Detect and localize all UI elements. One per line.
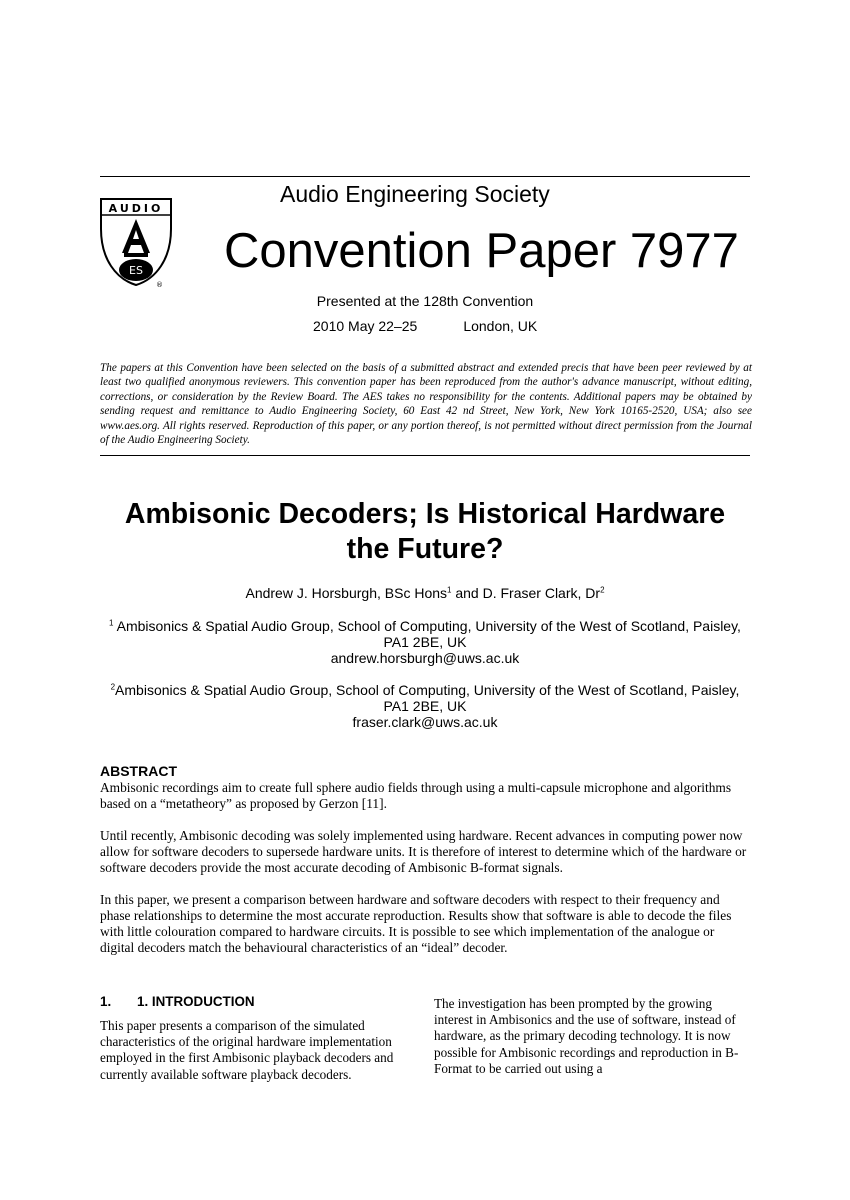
affiliation-2: $^2$Ambisonics & Spatial Audio Group, School of Computing, University of the West of Scotland, Paisley, PA1 2BE, UK fraser.clark@uws.ac.uk — [100, 682, 750, 730]
aes-logo — [98, 195, 174, 289]
email-1[interactable]: andrew.horsburgh@uws.ac.uk — [330, 650, 520, 666]
email-2[interactable]: fraser.clark@uws.ac.uk — [352, 714, 498, 730]
date-location — [313, 318, 537, 334]
affiliation-1: $^1$ Ambisonics & Spatial Audio Group, School of Computing, University of the West of Scotland, Paisley, PA1 2BE, UK andrew.horsburgh@uws.ac.uk — [100, 618, 750, 666]
paper-title-line1: Ambisonic Decoders; Is Historical Hardware — [124, 498, 726, 530]
author-1: Andrew J. Horsburgh, BSc Hons — [245, 585, 448, 601]
convention-date: 2010 May 22–25 — [313, 318, 418, 334]
intro-right-column: The investigation has been prompted by the growing interest in Ambisonics and the use of software, instead of hardware, as the primary decoding technology. It is now possible for Ambisonic recordings and reproduction in B-Format to be carried out using a — [434, 996, 739, 1076]
author-2: and D. Fraser Clark, Dr — [451, 585, 601, 601]
svg-text:ES: ES — [129, 264, 143, 277]
author-1-sup: 1 — [447, 585, 452, 595]
paper-title — [100, 497, 750, 567]
bottom-rule — [100, 455, 750, 456]
svg-text:AUDIO: AUDIO — [108, 202, 164, 215]
convention-location: London, UK — [463, 318, 538, 334]
top-rule — [100, 176, 750, 177]
registered-icon: ® — [156, 281, 163, 289]
abstract-p1: Ambisonic recordings aim to create full sphere audio fields through using a multi-capsule microphone and algorithms based on a “metatheory” as proposed by Gerzon [11]. — [100, 780, 732, 811]
paper-title-line2: the Future? — [346, 533, 504, 565]
authors — [100, 585, 750, 601]
intro-heading: 1. 1. INTRODUCTION — [100, 994, 255, 1009]
presented-at: Presented at the 128th Convention — [316, 293, 534, 309]
intro-left-column: This paper presents a comparison of the simulated characteristics of the original hardware implementation employed in the first Ambisonic playback decoders and currently available software playback decoders. — [100, 1018, 394, 1082]
disclaimer: The papers at this Convention have been selected on the basis of a submitted abstract and extended precis that have been peer reviewed by at least two qualified anonymous reviewers. This convention paper has been reproduced from the author's advance manuscript, without editing, corrections, or consideration by the Review Board. The AES takes no responsibility for the contents. Additional papers may be obtained by sending request and remittance to Audio Engineering Society, 60 East 42 nd Street, New York, New York 10165-2520, USA; also see www.aes.org. All rights reserved. Reproduction of this paper, or any portion thereof, is not permitted without direct permission from the Journal of the Audio Engineering Society. — [100, 362, 752, 447]
abstract-heading: ABSTRACT — [100, 763, 177, 779]
society-name: Audio Engineering Society — [280, 181, 550, 207]
convention-paper-title: Convention Paper 7977 — [224, 224, 739, 278]
author-2-sup: 2 — [600, 585, 605, 595]
abstract-p2: Until recently, Ambisonic decoding was solely implemented using hardware. Recent advances in computing power now allow for software decoders to supersede hardware units. It is therefore of interest to determine which of the hardware or software decoders provide the most accurate decoding of Ambisonic B-format signals. — [100, 828, 747, 875]
abstract-p3: In this paper, we present a comparison between hardware and software decoders with respect to their frequency and phase relationships to determine the most accurate reproduction. Results show that software is able to decode the files with little colouration compared to hardware circuits. It is possible to see which implementation of the analogue or digital decoders match the behavioural characteristics of an “ideal” decoder. — [100, 892, 732, 955]
